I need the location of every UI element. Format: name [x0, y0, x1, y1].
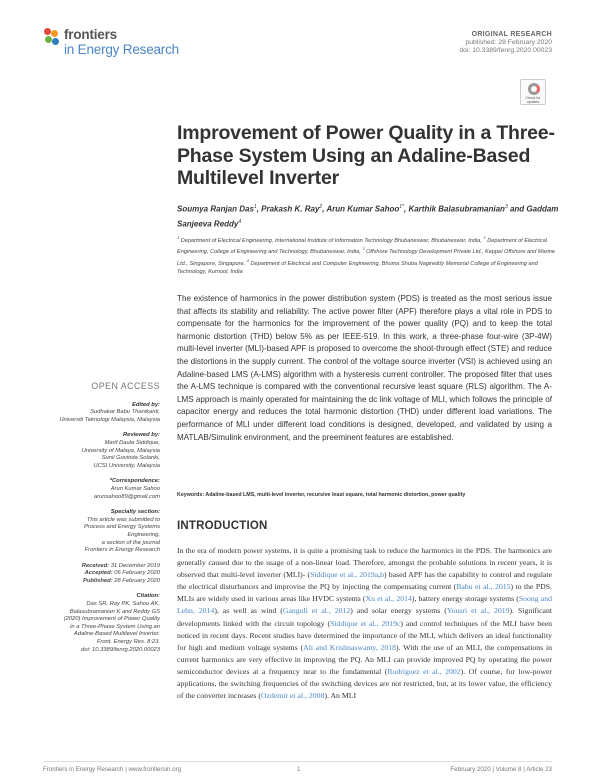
- article-sidebar: [40, 383, 160, 654]
- body-text-run: ,: [378, 570, 381, 580]
- affiliation-marker: 1: [177, 235, 180, 240]
- citation-link[interactable]: Ozdemir et al., 2008: [260, 691, 325, 701]
- sidebar-value: Sudhakar Babu Thanikanti,: [90, 409, 160, 416]
- article-meta: [459, 31, 552, 54]
- sidebar-value: Balasubramanian K and Reddy GS: [69, 608, 160, 615]
- citation-link[interactable]: Ganguli et al., 2012: [282, 606, 351, 616]
- check-updates-label: Check for updates: [525, 96, 541, 104]
- sidebar-value: University of Malaya, Malaysia: [81, 447, 160, 454]
- date-row: [40, 578, 160, 586]
- citation-link[interactable]: Siddique et al., 2019a: [310, 570, 379, 580]
- keywords-text: Adaline-based LMS, multi-level inverter, recursive least square, total harmonic distortion, power quality: [204, 492, 466, 498]
- body-text-run: ). An MLI: [324, 691, 357, 701]
- journal-name: in Energy Research: [64, 42, 179, 57]
- body-text-run: ). Significant developments linked with the circuit topology (: [177, 606, 553, 628]
- sidebar-value: doi: 10.3389/fenrg.2020.00023: [81, 646, 160, 653]
- sidebar-value: (2020) Improvement of Power Quality: [63, 616, 160, 623]
- keywords-label: Keywords:: [177, 492, 205, 498]
- sidebar-value: Process and Energy Systems: [83, 524, 160, 531]
- affiliation-text: Department of Electrical and Computer Engineering, Bhuma Shoba Nagireddy Memorial College of Engineering and Technology, Kurnool, India: [177, 260, 538, 276]
- footer-journal-link[interactable]: Frontiers in Energy Research | www.frontiersin.org: [43, 766, 182, 773]
- sidebar-label: Specialty section:: [110, 509, 160, 516]
- author-affiliation-marker: 1: [253, 204, 257, 210]
- citation-link[interactable]: Rodriguez et al., 2002: [387, 666, 461, 676]
- author-name[interactable]: Arun Kumar Sahoo: [326, 204, 400, 214]
- sidebar-value: Sunil Govinda Solanki,: [101, 455, 160, 462]
- date-value: 06 February 2020: [112, 570, 160, 577]
- open-access-badge: OPEN ACCESS: [91, 381, 160, 391]
- sidebar-label: Reviewed by:: [122, 432, 160, 439]
- body-text-run: In the era of modern power systems, it is quite a promising task to reduce the harmonics in the PDS. The harmonics are generally caused due to the usage of a non-linear load. Therefore, amongst the probable solutions in recent years, it is observed that multi-level inverter (MLI)- (: [177, 546, 552, 580]
- page-number: 1: [297, 766, 301, 773]
- body-text-run: ), battery energy storage systems (: [411, 594, 519, 604]
- check-for-updates-button[interactable]: [520, 79, 546, 105]
- affiliation-text: Department of Electrical Engineering, College of Engineering and Technology, Bhubaneswar, India,: [177, 237, 547, 256]
- published-date: published: 28 February 2020: [465, 39, 552, 46]
- sidebar-value: a section of the journal: [101, 539, 160, 546]
- article-title: Improvement of Power Quality in a Three-Phase System Using an Adaline-Based Multilevel Inverter: [177, 122, 555, 189]
- journal-logo[interactable]: [44, 26, 204, 60]
- sidebar-value: Adaline-Based Multilevel Inverter.: [73, 631, 160, 638]
- affiliation-text: Department of Electrical Engineering, International Institute of Information Technology Bhubaneswar, Bhubaneswar, India,: [179, 237, 484, 244]
- date-label: Published:: [82, 577, 113, 584]
- citation-link[interactable]: Ali and Krishnaswamy, 2018: [303, 642, 397, 652]
- keywords: [177, 492, 562, 498]
- affiliation-marker: 4: [246, 257, 249, 263]
- sidebar-label: *Correspondence:: [109, 478, 160, 485]
- body-text-run: ) to the PDS. MLIs are widely used in various areas like HVDC systems (: [177, 582, 552, 604]
- section-heading-introduction: INTRODUCTION: [177, 520, 268, 532]
- author-name[interactable]: and Gaddam Sanjeeva Reddy: [177, 204, 559, 229]
- sidebar-value: This article was submitted to: [86, 516, 160, 523]
- affiliation-marker: 3: [362, 246, 365, 252]
- sidebar-value: Universiti Teknologi Malaysia, Malaysia: [59, 416, 160, 423]
- date-label: Accepted:: [84, 570, 113, 577]
- sidebar-value: Engineering,: [127, 531, 160, 538]
- author-affiliation-marker: 1*: [399, 204, 404, 210]
- author-affiliation-marker: 2: [319, 204, 323, 210]
- date-row: [40, 563, 160, 571]
- citation-link[interactable]: Soong and Lehn, 2014: [177, 594, 552, 616]
- publisher-name: frontiers: [64, 27, 117, 42]
- frontiers-logo-icon: [44, 28, 60, 46]
- sidebar-value: Arun Kumar Sahoo: [110, 485, 160, 492]
- affiliation-marker: 2: [483, 235, 486, 240]
- footer-volume-info: February 2020 | Volume 8 | Article 23: [450, 766, 552, 773]
- sidebar-label: Edited by:: [131, 401, 160, 408]
- sidebar-value: Front. Energy Res. 8:23.: [96, 639, 160, 646]
- introduction-paragraph: [177, 545, 552, 702]
- author-name[interactable]: Karthik Balasubramanian: [408, 204, 505, 214]
- citation-link[interactable]: b: [380, 570, 384, 580]
- publication-dates: [40, 563, 160, 586]
- sidebar-value: Marif Daula Siddique,: [104, 439, 160, 446]
- body-text-run: ). Of course, for low-power applications, the switching frequencies of the switching devices are not restricted, but, at its lower value, the efficiency of the converter increases (: [177, 666, 552, 701]
- sidebar-value: UCSI University, Malaysia: [93, 462, 160, 469]
- body-text-run: ) and solar energy systems (: [350, 606, 447, 616]
- author-affiliation-marker: 3: [504, 204, 508, 210]
- citation-link[interactable]: Yousri et al., 2019: [446, 606, 510, 616]
- sidebar-value: Frontiers in Energy Research: [84, 547, 160, 554]
- citation-link[interactable]: Xu et al., 2014: [365, 594, 412, 604]
- sidebar-value: Das SR, Ray PK, Sahoo AK,: [86, 601, 160, 608]
- article-doi[interactable]: doi: 10.3389/fenrg.2020.00023: [459, 47, 552, 54]
- citation-link[interactable]: Siddique et al., 2019c: [330, 618, 401, 628]
- body-text-run: ) and control techniques of the MLI have been noticed in recent days. Recent studies have determined the importance of the MLI, which delivers an ideal functionality for high and medium voltage systems (: [177, 618, 552, 652]
- sidebar-label: Citation:: [136, 593, 160, 600]
- affiliations: [177, 234, 562, 277]
- abstract: The existence of harmonics in the power distribution system (PDS) is treated as the most serious issue that affects its stability and reliability. The active power filter (APF) therefore plays a vital role in PDS to compensate for the harmonics for the improvement of the power quality (PQ) and to keep the total harmonic distortion (THD) below 5% as per IEEE-519. In this work, a three-phase four-wire (3P-4W) multi-level inverter (MLI)-based APF is proposed to overcome the shoot-through effect (STE) and reduce the distortions in the supply current. The control of the voltage source inverter (VSI) is achieved using an Adaline-based LMS (A-LMS) algorithm with a hysteresis current controller. The proposed filter that uses the A-LMS technique is compared with the conventional recursive least square (RLS) algorithm. The A-LMS approach is mainly operated for maintaining the dc link voltage of MLI, which follows the principle of capacitor energy and reduces the total harmonic distortion (THD) under different load variations. The performance of MLI under different load conditions is designed, developed, and validated by using a MATLAB/Simulink environment, and the preeminent features are established.: [177, 294, 552, 442]
- body-text-run: ), as well as wind (: [214, 606, 283, 616]
- affiliation-text: Offshore Technology Development Private Ltd., Keppel Offshore and Marine Ltd., Singapore, Singapore,: [177, 249, 555, 267]
- author-name[interactable]: Prakash K. Ray: [261, 204, 320, 214]
- sidebar-value[interactable]: arunsahoo89@gmail.com: [93, 493, 160, 500]
- article-type: ORIGINAL RESEARCH: [471, 31, 552, 38]
- body-text-run: ) based APF has the capability to control and regulate the electrical disturbances and improvise the PQ by injecting the compensating current (: [177, 570, 553, 592]
- author-affiliation-marker: 4: [238, 218, 242, 225]
- body-text-run: ). With the use of an MLI, the compensations in current harmonics are very effective in improving the PQ. An MLI can provide improved PQ by operating the power semiconductor devices at a frequency near to the fundamental (: [177, 642, 552, 676]
- date-label: Received:: [81, 562, 110, 569]
- refresh-icon: [528, 83, 540, 95]
- author-list: Soumya Ranjan Das$^1$, Prakash K. Ray$^2$, Arun Kumar Sahoo$^{1*}$, Karthik Balasubramanian$^3$ and Gaddam Sanjeeva Reddy$^4$: [177, 204, 559, 229]
- date-value: 28 February 2020: [112, 577, 160, 584]
- date-row: [40, 570, 160, 578]
- footer-divider: [43, 761, 552, 762]
- date-value: 31 December 2019: [109, 562, 160, 569]
- author-name[interactable]: Soumya Ranjan Das: [177, 204, 254, 214]
- sidebar-value: in a Three-Phase System Using an: [70, 623, 160, 630]
- citation-link[interactable]: Babu et al., 2015: [456, 582, 511, 592]
